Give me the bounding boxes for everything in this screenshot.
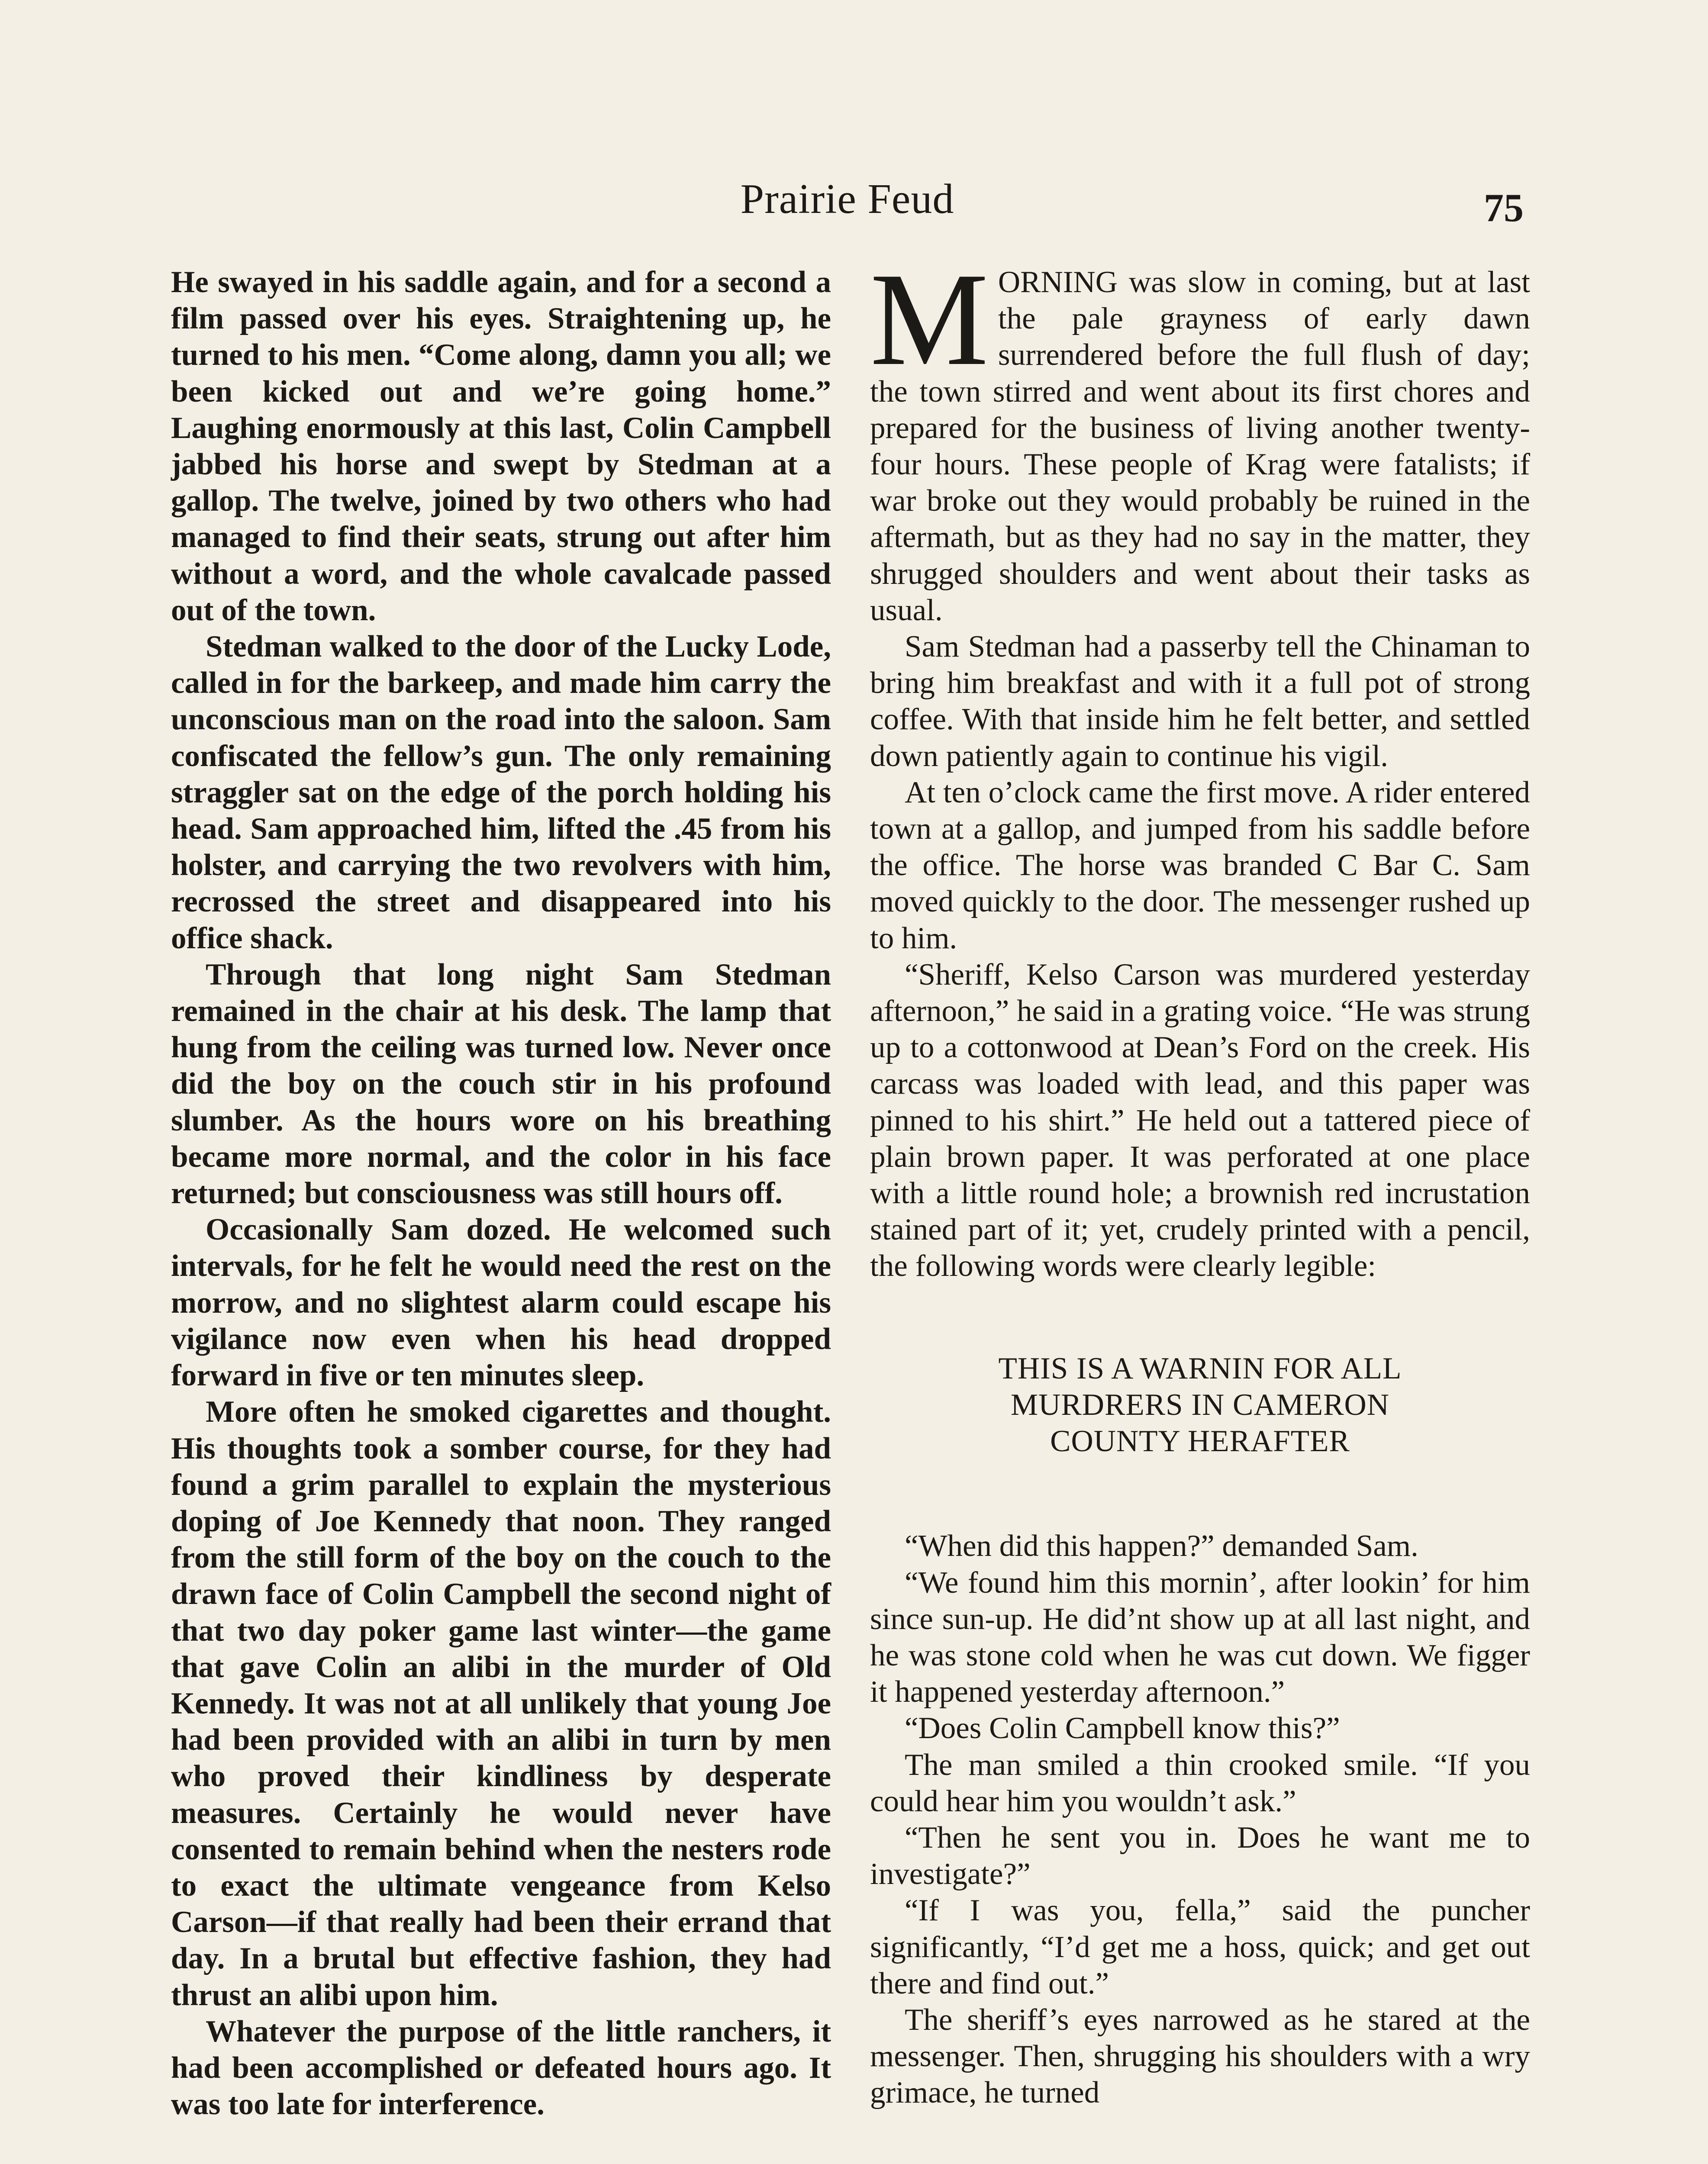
paragraph: “If I was you, fella,” said the puncher significantly, “I’d get me a hoss, quick; and get out there and find out.” (870, 1894, 1530, 2000)
right-column (870, 245, 1530, 2111)
running-head (171, 171, 1524, 232)
paragraph: The sheriff’s eyes narrowed as he stared at the messenger. Then, shrugging his shoulders with a wry grimace, he turned (870, 2003, 1530, 2110)
notice-line: COUNTY HERAFTER (1050, 1424, 1350, 1459)
page-number: 75 (1484, 186, 1524, 230)
running-title: Prairie Feud (740, 176, 954, 222)
paragraph: “Then he sent you in. Does he want me to investigate?” (870, 1820, 1530, 1891)
paragraph: Occasionally Sam dozed. He welcomed such intervals, for he felt he would need the rest on the morrow, and no slightest alarm could escape his vigilance now even when his head dropped forward in five or ten minutes sleep. (171, 1213, 831, 1393)
drop-cap: M (870, 245, 989, 393)
paragraph: “We found him this mornin’, after lookin’ for him since sun-up. He did’nt show up at all last night, and he was stone cold when he was cut down. We figger it happened yesterday afternoon.” (870, 1565, 1530, 1709)
opening-paragraph (870, 245, 1530, 628)
paragraph: Through that long night Sam Stedman remained in the chair at his desk. The lamp that hung from the ceiling was turned low. Never once did the boy on the couch stir in his profound slumber. As the hours wore on his breathing became more normal, and the color in his face returned; but consciousness was still hours off. (171, 957, 831, 1211)
paragraph: “When did this happen?” demanded Sam. (905, 1529, 1418, 1563)
paragraph: Whatever the purpose of the little ranchers, it had been accomplished or defeated hours ago. It was too late for interference. (171, 2014, 831, 2122)
paragraph: More often he smoked cigarettes and thought. His thoughts took a somber course, for they had found a grim parallel to explain the mysterious doping of Joe Kennedy that noon. They ranged from the still form of the boy on the couch to the drawn face of Colin Campbell the second night of that two day poker game last winter—the game that gave Colin an alibi in the murder of Old Kennedy. It was not at all unlikely that young Joe had been provided with an alibi in turn by men who proved their kindliness by desperate measures. Certainly he would never have consented to remain behind when the nesters rode to exact the ultimate vengeance from Kelso Carson—if that really had been their errand that day. In a brutal but effective fashion, they had thrust an alibi upon him. (171, 1395, 831, 2012)
paragraph: He swayed in his saddle again, and for a second a film passed over his eyes. Straightening up, he turned to his men. “Come along, damn you all; we been kicked out and we’re going home.” Laughing enormously at this last, Colin Campbell jabbed his horse and swept by Stedman at a gallop. The twelve, joined by two others who had managed to find their seats, strung out after him without a word, and the whole cavalcade passed out of the town. (171, 265, 831, 627)
paragraph: The man smiled a thin crooked smile. “If you could hear him you wouldn’t ask.” (870, 1748, 1530, 1818)
paragraph: Stedman walked to the door of the Lucky Lode, called in for the barkeep, and made him carry the unconscious man on the road into the saloon. Sam confiscated the fellow’s gun. The only remaining straggler sat on the edge of the porch holding his head. Sam approached him, lifted the .45 from his holster, and carrying the two revolvers with him, recrossed the street and disappeared into his office shack. (171, 630, 831, 955)
notice-line: THIS IS A WARNIN FOR ALL (998, 1351, 1402, 1385)
paragraph: “Sheriff, Kelso Carson was murdered yesterday afternoon,” he said in a grating voice. “He was strung up to a cottonwood at Dean’s Ford on the creek. His carcass was loaded with lead, and this paper was pinned to his shirt.” He held out a tattered piece of plain brown paper. It was perforated at one place with a little round hole; a brownish red incrustation stained part of it; yet, crudely printed with a pencil, the following words were clearly legible: (870, 957, 1530, 1283)
warning-notice (870, 1350, 1530, 1460)
paragraph: “Does Colin Campbell know this?” (905, 1711, 1340, 1745)
paragraph: Sam Stedman had a passerby tell the Chinaman to bring him breakfast and with it a full pot of strong coffee. With that inside him he felt better, and settled down patiently again to continue his vigil. (870, 630, 1530, 773)
left-column (171, 264, 831, 2122)
opening-text: ORNING was slow in coming, but at last the pale grayness of early dawn surrendered before the full flush of day; the town stirred and went about its first chores and prepared for the business of living another twenty-four hours. These people of Krag were fatalists; if war broke out they would probably be ruined in the aftermath, but as they had no say in the matter, they shrugged shoulders and went about their tasks as usual. (870, 265, 1530, 627)
notice-line: MURDRERS IN CAMERON (1010, 1388, 1390, 1422)
paragraph: At ten o’clock came the first move. A rider entered town at a gallop, and jumped from his saddle before the office. The horse was branded C Bar C. Sam moved quickly to the door. The messenger rushed up to him. (870, 775, 1530, 955)
